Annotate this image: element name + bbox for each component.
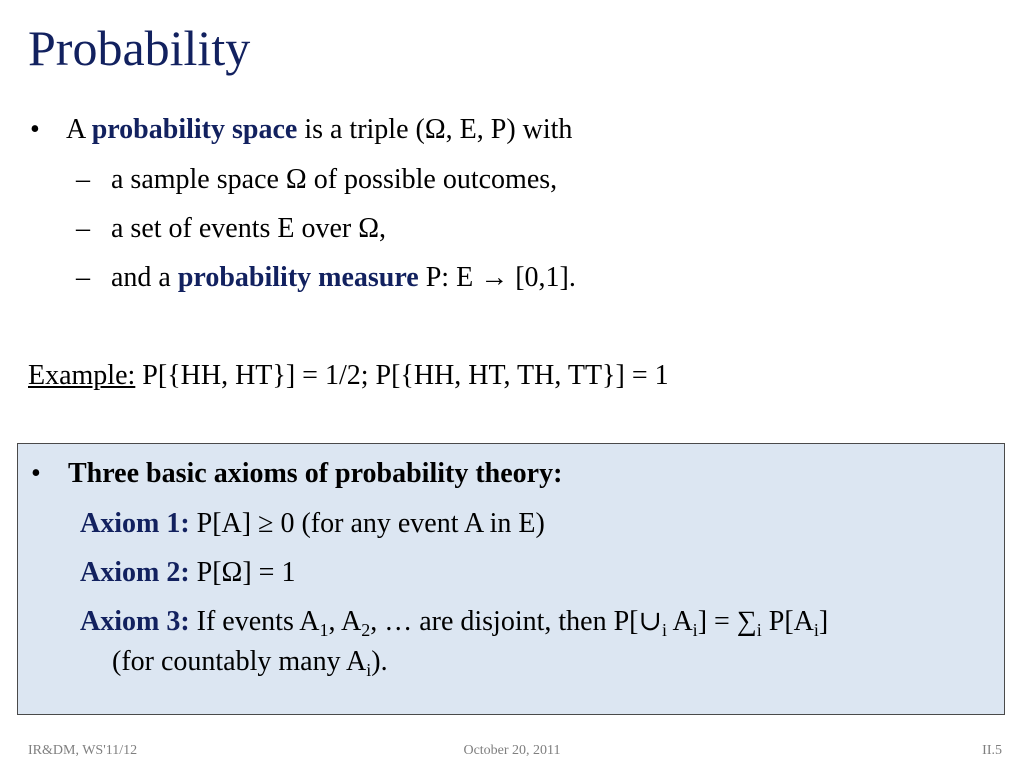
axiom-3-subscript: i — [692, 620, 698, 640]
axiom-3-subscript: i — [813, 620, 819, 640]
axiom-3-subscript: 2 — [361, 620, 371, 640]
subitem-text: a set of events E over Ω, — [111, 213, 387, 244]
bullet-icon: • — [31, 458, 41, 489]
dash-icon: – — [76, 262, 90, 293]
term-probability-space: probability space — [91, 114, 298, 145]
axiom-3 — [80, 605, 828, 639]
dash-icon: – — [76, 164, 90, 195]
axioms-heading: Three basic axioms of probability theory: — [68, 458, 563, 489]
axiom-3-part: A — [666, 606, 693, 637]
axiom-1 — [80, 507, 545, 541]
footer-date: October 20, 2011 — [463, 743, 561, 758]
axiom-3-part: P[A — [761, 606, 814, 637]
axiom-2-label: Axiom 2: — [80, 557, 190, 588]
footer-course: IR&DM, WS'11/12 — [28, 743, 138, 758]
axiom-1-label: Axiom 1: — [80, 508, 190, 539]
axioms-box — [17, 443, 1005, 715]
axiom-3-part: (for countably many A — [112, 646, 367, 677]
axiom-3-part: ). — [371, 646, 388, 677]
axiom-3-subscript: i — [756, 620, 762, 640]
axiom-3-text — [189, 606, 829, 640]
axiom-2 — [80, 556, 295, 590]
intro-suffix: is a triple (Ω, E, P) with — [297, 114, 573, 145]
measure-prefix: and a — [111, 262, 178, 293]
axiom-3-continuation — [112, 645, 388, 679]
axiom-3-part: If events A — [189, 606, 320, 637]
intro-prefix: A — [66, 114, 92, 145]
dash-icon: – — [76, 213, 90, 244]
subitem-text: a sample space Ω of possible outcomes, — [111, 164, 558, 195]
axiom-1-text: P[A] ≥ 0 (for any event A in E) — [189, 508, 545, 539]
subitem-text — [111, 261, 576, 295]
axiom-2-text: P[Ω] = 1 — [189, 557, 296, 588]
term-probability-measure: probability measure — [177, 262, 419, 293]
example-label: Example: — [28, 360, 136, 391]
axiom-3-label: Axiom 3: — [80, 606, 190, 637]
axiom-3-part: , … are disjoint, then P[∪ — [370, 606, 662, 637]
axiom-3-part: ] — [818, 606, 829, 637]
axiom-3-part: , A — [328, 606, 362, 637]
axiom-3-subscript: i — [366, 660, 372, 680]
example-line — [28, 359, 669, 393]
footer-page-number: II.5 — [982, 743, 1002, 758]
slide-title: Probability — [28, 20, 251, 76]
axiom-3-subscript: 1 — [319, 620, 329, 640]
measure-suffix: P: E → [0,1]. — [418, 262, 576, 293]
axiom-3-part: ] = ∑ — [697, 606, 757, 637]
axiom-3-subscript: i — [661, 620, 667, 640]
bullet-icon: • — [30, 114, 40, 145]
bullet-text — [66, 113, 572, 147]
example-text: P[{HH, HT}] = 1/2; P[{HH, HT, TH, TT}] = 1 — [135, 360, 669, 391]
